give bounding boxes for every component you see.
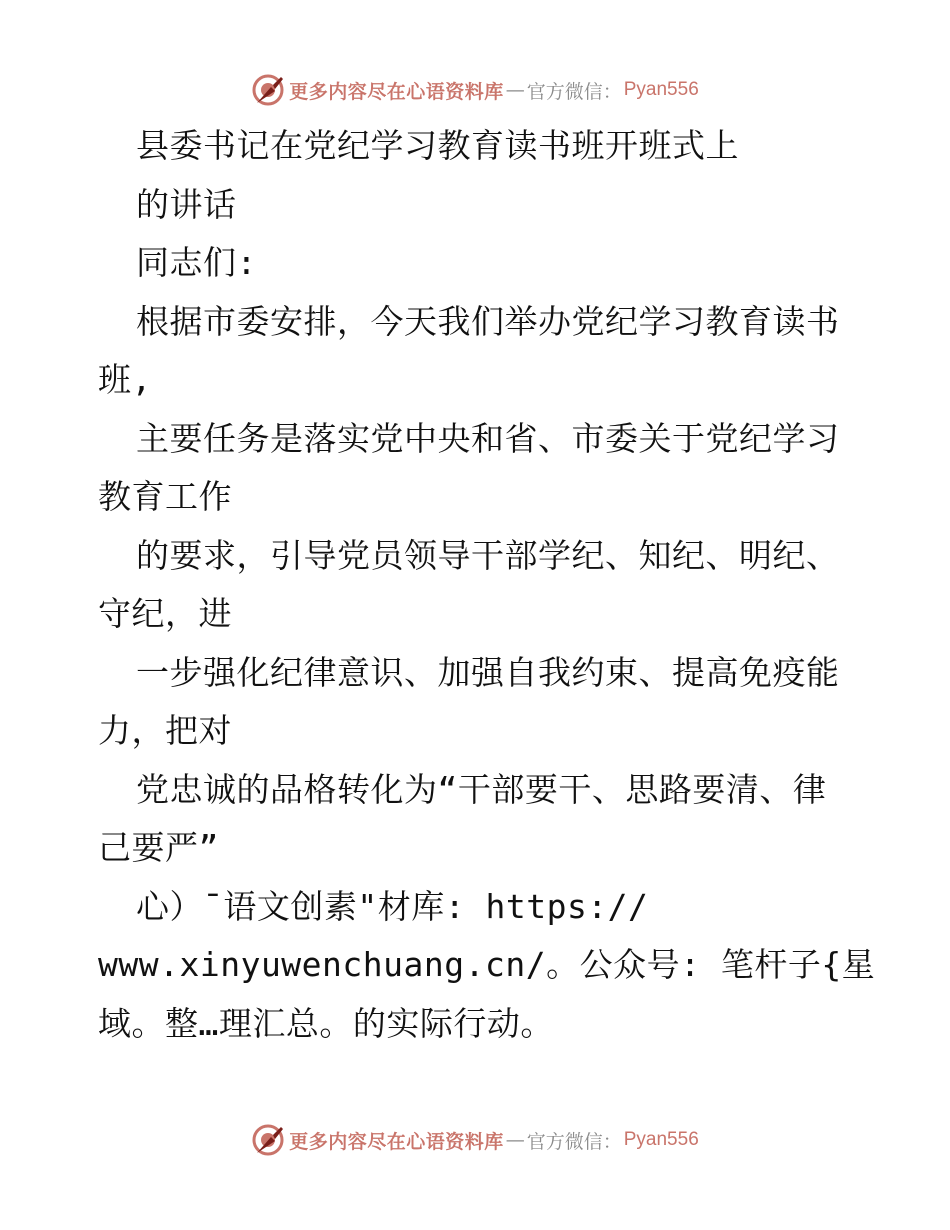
text-line: 班, (98, 360, 152, 399)
text-line: 力，把对 (98, 711, 232, 750)
text-line: 县委书记在党纪学习教育读书班开班式上 (136, 126, 739, 165)
header-banner (0, 70, 950, 110)
text-line: 一步强化纪律意识、加强自我约束、提高免疫能 (136, 652, 840, 692)
pen-logo-icon (251, 73, 285, 107)
footer-banner (0, 1120, 950, 1160)
banner-wechat-id: Pyan556 (623, 1129, 699, 1150)
banner-wechat-label: 官方微信： (526, 80, 622, 103)
banner-separator: — (505, 79, 525, 101)
text-line: 党忠诚的品格转化为“干部要干、思路要清、律 (136, 769, 827, 809)
banner-separator: — (505, 1129, 525, 1151)
text-line: 主要任务是落实党中央和省、市委关于党纪学习 (136, 418, 840, 458)
text-line: 的要求，引导党员领导干部学纪、知纪、明纪、 (136, 535, 840, 575)
banner-main-text: 更多内容尽在心语资料库 (289, 1130, 504, 1153)
text-line: 守纪，进 (98, 594, 232, 633)
banner-main-text: 更多内容尽在心语资料库 (289, 80, 504, 103)
text-line: 己要严” (98, 828, 219, 867)
pen-logo-icon (251, 1123, 285, 1157)
text-line: 的讲话 (136, 184, 237, 224)
text-line: www.xinyuwenchuang.cn/。公众号: 笔杆子{星 (98, 945, 876, 984)
text-line: 根据市委安排，今天我们举办党纪学习教育读书 (136, 301, 840, 341)
banner-wechat-id: Pyan556 (623, 79, 699, 100)
text-line: 同志们: (136, 243, 257, 282)
text-line: 域。整…理汇总。的实际行动。 (98, 1003, 554, 1043)
document-body (98, 117, 876, 1053)
text-line: 教育工作 (98, 477, 232, 516)
text-line: 心）¯语文创素"材库: https:// (136, 886, 649, 926)
banner-wechat-label: 官方微信： (526, 1130, 622, 1153)
